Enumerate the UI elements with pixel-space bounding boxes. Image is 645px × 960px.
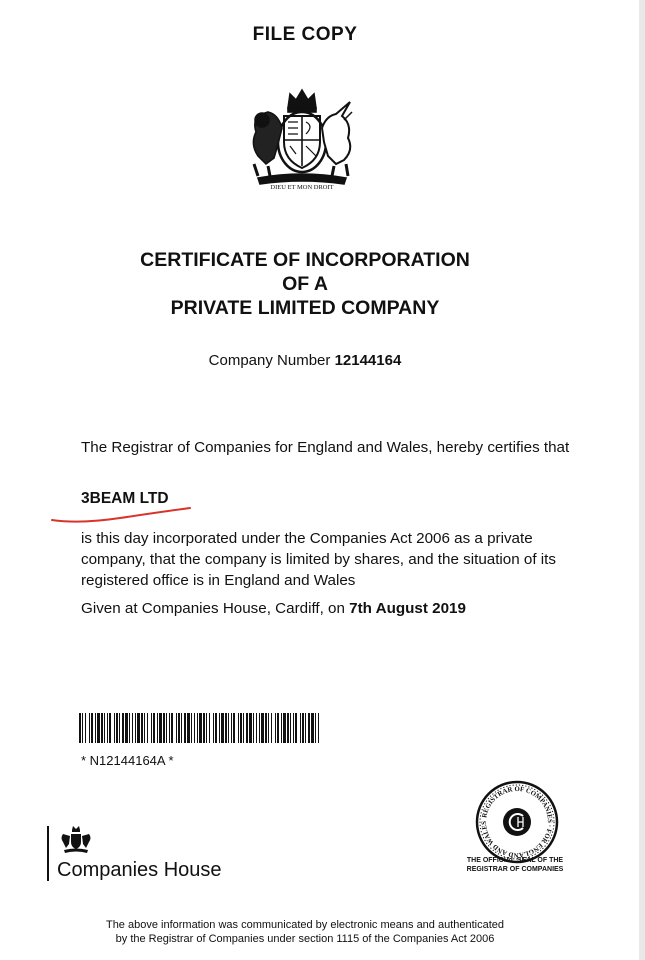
handwritten-underline	[50, 498, 200, 528]
title-line-1: CERTIFICATE OF INCORPORATION	[140, 249, 470, 271]
certify-paragraph: The Registrar of Companies for England and Wales, hereby certifies that	[81, 439, 570, 456]
incorporation-date: 7th August 2019	[349, 600, 466, 617]
companies-house-rule	[47, 826, 49, 881]
seal-caption-line-1: THE OFFICIAL SEAL OF THE	[466, 857, 564, 864]
seal-caption	[440, 857, 590, 874]
footer-line-2: by the Registrar of Companies under section 1115 of the Companies Act 2006	[115, 933, 495, 945]
barcode	[79, 713, 323, 743]
companies-house-name: Companies House	[57, 859, 222, 881]
seal-ring-text: REGISTRAR OF COMPANIES · FOR ENGLAND AND WALES	[480, 785, 554, 859]
company-number-line	[0, 352, 610, 369]
company-number-label: Company Number	[208, 352, 331, 369]
certificate-title	[0, 248, 610, 320]
title-line-2: OF A	[282, 273, 328, 295]
incorporation-paragraph: is this day incorporated under the Companies Act 2006 as a private company, that the company is limited by shares, and the situation of its registered office is in England and Wales	[81, 530, 556, 589]
registrar-seal-icon	[475, 780, 559, 864]
royal-coat-of-arms-icon	[244, 84, 360, 192]
footer-note	[0, 918, 610, 946]
given-at-line	[81, 598, 591, 619]
company-number-value: 12144164	[334, 352, 402, 369]
crest-motto: DIEU ET MON DROIT	[270, 184, 334, 191]
title-line-3: PRIVATE LIMITED COMPANY	[170, 297, 440, 319]
seal-caption-line-2: REGISTRAR OF COMPANIES	[466, 865, 564, 873]
barcode-text: * N12144164A *	[81, 753, 174, 768]
company-name: 3BEAM LTD	[81, 490, 169, 507]
file-copy-heading: FILE COPY	[252, 24, 358, 45]
page-edge	[639, 0, 645, 960]
footer-line-1: The above information was communicated by electronic means and authenticated	[105, 919, 505, 931]
companies-house-crest-icon	[60, 826, 92, 856]
given-at-text: Given at Companies House, Cardiff, on	[81, 600, 350, 617]
